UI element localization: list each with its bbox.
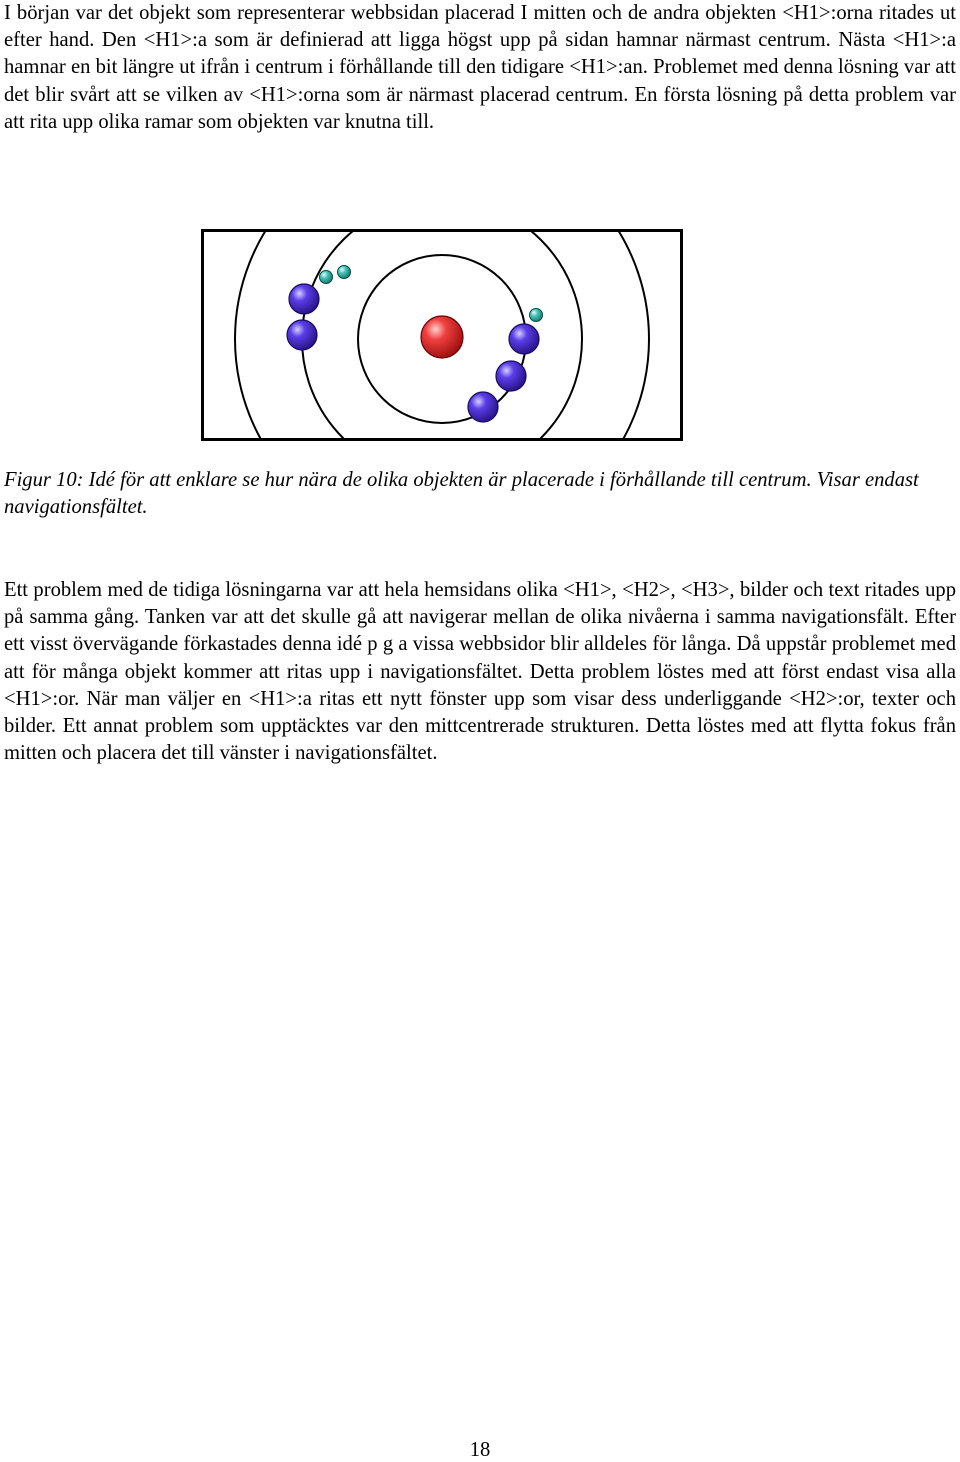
h1-node	[468, 392, 498, 422]
figure-10	[201, 229, 683, 441]
body-paragraph-2: Ett problem med de tidiga lösningarna var att hela hemsidans olika <H1>, <H2>, <H3>, bilder och text ritades upp på samma gång. Tanken var att det skulle gå att navigerar mellan de olika nivåerna i samma navigationsfält. Efter ett visst övervägande förkastades denna idé p g a vissa webbsidor blir alldeles för långa. Då uppstår problemet med att för många objekt kommer att ritas upp i navigationsfältet. Detta problem löstes med att först endast visa alla <H1>:or. När man väljer en <H1>:a ritas ett nytt fönster upp som visar dess underliggande <H2>:or, texter och bilder. Ett annat problem som upptäcktes var den mittcentrerade strukturen. Detta löstes med att flytta fokus från mitten och placera det till vänster i navigationsfältet.	[4, 579, 956, 765]
navigation-field-diagram	[201, 229, 683, 441]
h2-node	[338, 266, 351, 279]
h1-node	[289, 284, 319, 314]
h1-node	[287, 320, 317, 350]
page-number: 18	[469, 1439, 491, 1461]
figure-caption: Figur 10: Idé för att enklare se hur nära de olika objekten är placerade i förhållande till centrum. Visar endast navigationsfältet.	[4, 469, 919, 519]
h2-node	[530, 309, 543, 322]
body-paragraph-1: I början var det objekt som representerar webbsidan placerad I mitten och de andra objekten <H1>:orna ritades ut efter hand. Den <H1>:a som är definierad att ligga högst upp på sidan hamnar närmast centrum. Nästa <H1>:a hamnar en bit längre ut ifrån i centrum i förhållande till den tidigare <H1>:an. Problemet med denna lösning var att det blir svårt att se vilken av <H1>:orna som är närmast placerad centrum. En första lösning på detta problem var att rita upp olika ramar som objekten var knutna till.	[4, 2, 956, 133]
h1-node	[496, 361, 526, 391]
center-node	[421, 316, 463, 358]
h1-node	[509, 324, 539, 354]
h2-node	[320, 271, 333, 284]
